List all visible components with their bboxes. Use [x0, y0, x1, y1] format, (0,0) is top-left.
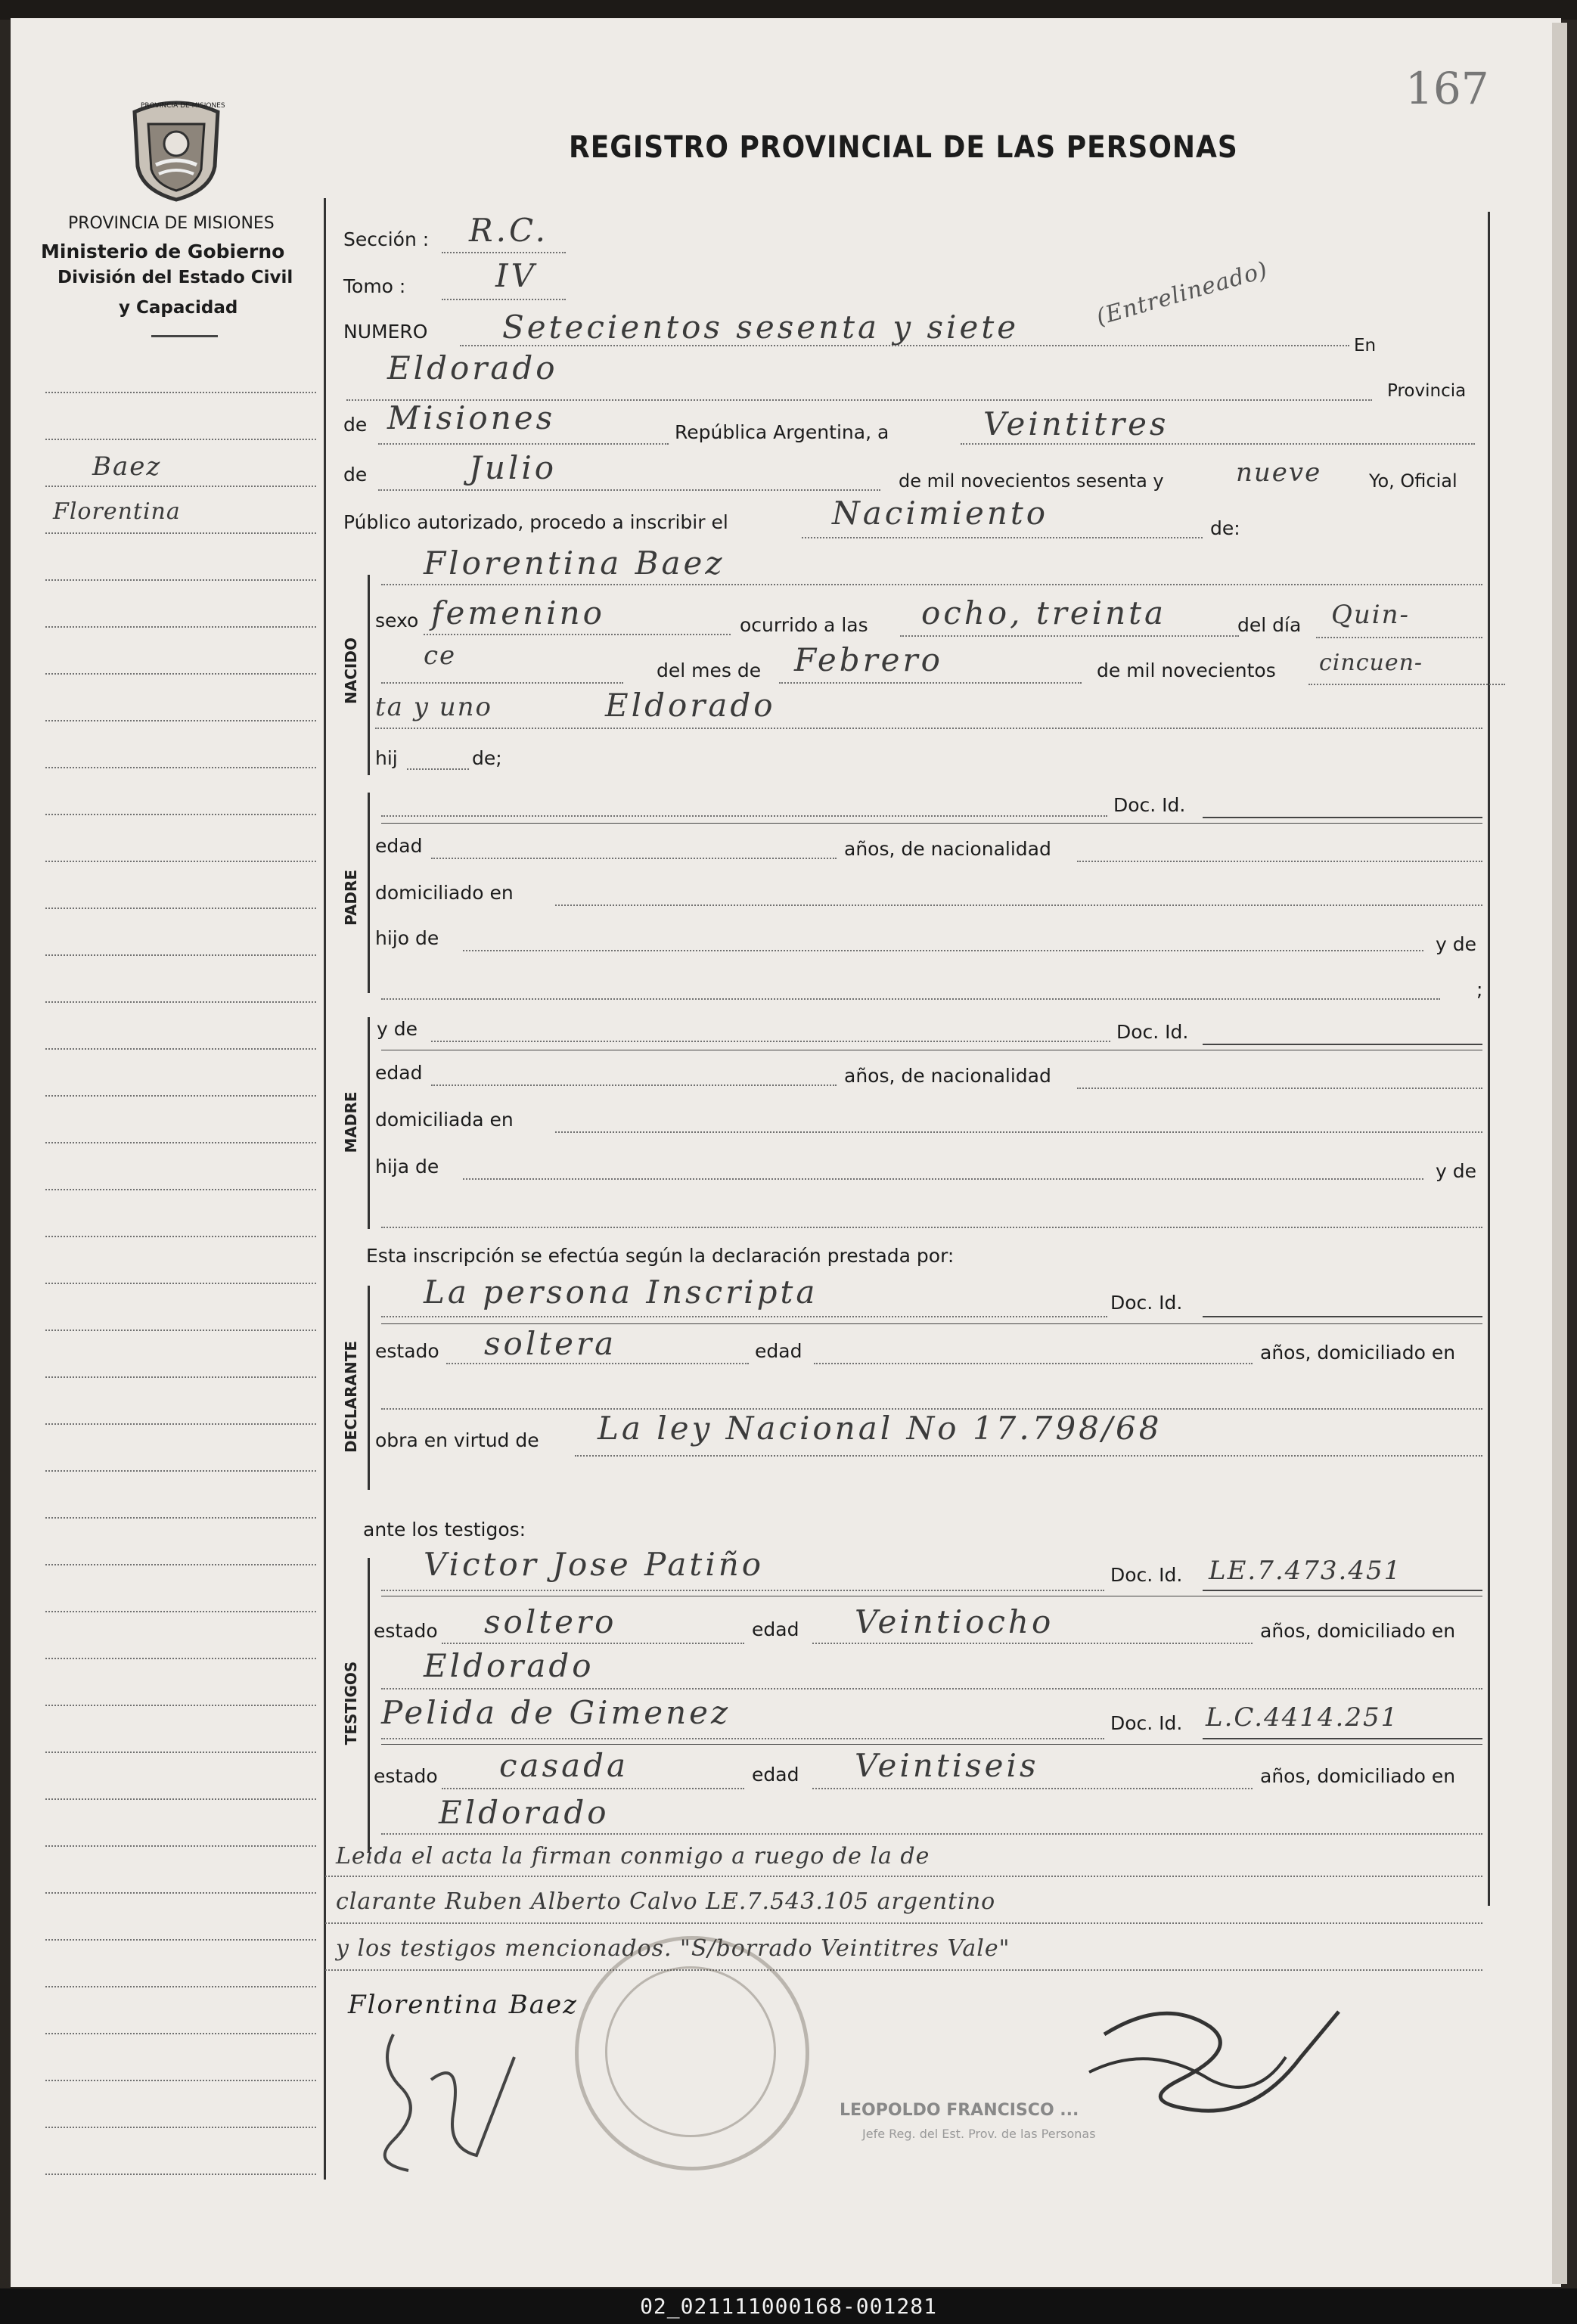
declarante-nombre-line	[381, 1316, 1107, 1317]
padre-nacionalidad-line	[1077, 861, 1482, 862]
madre-hija-line	[463, 1178, 1423, 1180]
madre-extra-line	[381, 1227, 1482, 1228]
padre-edad-label: edad	[375, 835, 423, 857]
mes-line	[378, 489, 880, 491]
section-label-nacido: NACIDO	[342, 638, 360, 704]
declarante-bracket	[368, 1286, 370, 1490]
cierre-line-2: clarante Ruben Alberto Calvo LE.7.543.105 argentino	[336, 1888, 996, 1915]
page-edge	[1552, 23, 1567, 2284]
cierre-line-2-rule	[325, 1922, 1482, 1924]
t1-doc-line	[1203, 1590, 1482, 1591]
margin-rule	[45, 1470, 316, 1472]
margin-rule	[45, 814, 316, 815]
padre-nacionalidad-label: años, de nacionalidad	[844, 838, 1051, 860]
declarante-nombre: La persona Inscripta	[424, 1274, 818, 1311]
madre-domicilio-line	[555, 1131, 1482, 1133]
t1-domicilio-value: Eldorado	[424, 1647, 594, 1684]
margin-rule	[45, 908, 316, 909]
yo-label: Yo, Oficial	[1369, 470, 1457, 492]
margin-divider	[324, 198, 326, 2180]
margin-rule	[45, 486, 316, 487]
anio-value: nueve	[1236, 458, 1322, 488]
nacido-dia-b-line	[381, 682, 623, 684]
t1-nombre: Victor Jose Patiño	[424, 1546, 765, 1583]
margin-rule	[45, 1048, 316, 1050]
sexo-label: sexo	[375, 610, 419, 631]
padre-y-de-label: y de	[1436, 933, 1476, 955]
padre-domicilio-label: domiciliado en	[375, 882, 514, 904]
margin-rule	[45, 1376, 316, 1378]
t1-estado-line	[442, 1643, 744, 1644]
margin-rule	[45, 1095, 316, 1097]
org-line-3: División del Estado Civil	[57, 268, 293, 287]
margin-rule	[45, 767, 316, 768]
t2-edad-value: Veintiseis	[855, 1747, 1039, 1784]
provincial-seal	[126, 97, 227, 203]
declarante-top-rule	[381, 1323, 1482, 1324]
page-number: 167	[1405, 63, 1489, 114]
madre-hija-label: hija de	[375, 1156, 439, 1178]
t1-estado-label: estado	[374, 1620, 438, 1642]
declarante-doc-label: Doc. Id.	[1110, 1292, 1183, 1314]
de3-label: de:	[1210, 517, 1240, 539]
nacido-dia-a: Quin-	[1331, 600, 1411, 630]
org-line-4: y Capacidad	[119, 298, 238, 318]
margin-rule	[45, 1423, 316, 1425]
nacido-anio-line	[1308, 684, 1505, 685]
declarante-estado-value: soltera	[484, 1325, 617, 1362]
org-line-2: Ministerio de Gobierno	[41, 240, 285, 262]
padre-edad-line	[431, 858, 837, 859]
seccion-label: Sección :	[343, 228, 430, 250]
declarante-obra-value: La ley Nacional No 17.798/68	[598, 1410, 1163, 1447]
margin-rule	[45, 1283, 316, 1284]
right-border	[1488, 212, 1490, 1906]
margin-rule	[45, 954, 316, 956]
madre-nacionalidad-label: años, de nacionalidad	[844, 1065, 1051, 1087]
margin-rule	[45, 1752, 316, 1753]
t1-edad-value: Veintiocho	[855, 1603, 1054, 1640]
t2-estado-label: estado	[374, 1765, 438, 1787]
cierre-line-3: y los testigos mencionados. "S/borrado Veintitres Vale"	[336, 1935, 1010, 1962]
padre-domicilio-line	[555, 904, 1482, 906]
declarante-doc-line	[1203, 1316, 1482, 1317]
t2-domicilio-value: Eldorado	[439, 1794, 610, 1831]
nacido-anio-b: ta y uno	[375, 692, 493, 722]
nacido-mes-line	[779, 682, 1082, 684]
official-round-stamp-inner	[605, 1966, 776, 2137]
firma-inscripta: Florentina Baez	[348, 1990, 579, 2020]
t2-doc-line	[1203, 1738, 1482, 1739]
margin-rule	[45, 1845, 316, 1847]
madre-domicilio-label: domiciliada en	[375, 1109, 514, 1131]
seccion-value: R.C.	[469, 212, 548, 249]
tomo-label: Tomo :	[343, 275, 406, 297]
padre-semicolon: ;	[1476, 979, 1483, 1001]
margin-note-name: Florentina	[53, 498, 181, 525]
madre-doc-label: Doc. Id.	[1116, 1021, 1189, 1043]
margin-rule	[45, 1142, 316, 1143]
seal-caption: PROVINCIA DE MISIONES	[141, 102, 225, 110]
t1-domicilio-line	[381, 1688, 1482, 1689]
ocurrido-label: ocurrido a las	[740, 614, 868, 636]
document-title: REGISTRO PROVINCIAL DE LAS PERSONAS	[569, 130, 1238, 165]
hora-line	[900, 635, 1239, 637]
republica-label: República Argentina, a	[675, 421, 889, 443]
del-dia-label: del día	[1237, 614, 1302, 636]
margin-rule	[45, 1001, 316, 1003]
en-label: En	[1354, 336, 1377, 355]
t2-estado-value: casada	[499, 1747, 629, 1784]
stamp-subtext: Jefe Reg. del Est. Prov. de las Personas	[862, 2127, 1096, 2141]
t1-edad-label: edad	[752, 1618, 799, 1640]
nacido-nombre: Florentina Baez	[424, 545, 725, 582]
t1-nombre-line	[381, 1590, 1104, 1591]
margin-rule	[45, 1611, 316, 1612]
dia-value: Veintitres	[983, 405, 1169, 442]
margin-rule	[45, 1564, 316, 1565]
margin-rule	[45, 1330, 316, 1331]
declarante-domicilio-label: años, domiciliado en	[1260, 1342, 1456, 1364]
madre-edad-label: edad	[375, 1062, 423, 1084]
declarante-obra-label: obra en virtud de	[375, 1429, 539, 1451]
margin-rule	[45, 626, 316, 628]
t2-edad-label: edad	[752, 1764, 799, 1786]
provincia-value: Misiones	[387, 399, 556, 436]
padre-nombre-line	[381, 815, 1107, 817]
t2-nombre-line	[381, 1738, 1104, 1739]
tomo-value: IV	[495, 257, 537, 294]
org-line-1: PROVINCIA DE MISIONES	[68, 214, 275, 233]
madre-bracket	[368, 1017, 370, 1229]
madre-edad-line	[431, 1084, 837, 1086]
padre-doc-line	[1203, 817, 1482, 818]
t2-doc-value: L.C.4414.251	[1206, 1702, 1399, 1733]
provincia-label: Provincia	[1387, 381, 1467, 401]
image-id: 02_021111000168-001281	[640, 2294, 937, 2319]
margin-rule	[45, 2080, 316, 2081]
declarante-edad-label: edad	[755, 1340, 802, 1362]
madre-y-de2-label: y de	[1436, 1160, 1476, 1182]
section-label-declarante: DECLARANTE	[342, 1340, 360, 1454]
nacido-bracket	[368, 575, 370, 775]
margin-rule	[45, 673, 316, 675]
mes-value: Julio	[469, 449, 557, 486]
margin-rule	[45, 2174, 316, 2175]
nacido-nombre-line	[381, 584, 1482, 585]
padre-top-rule	[381, 823, 1482, 824]
stamp-text: LEOPOLDO FRANCISCO ...	[840, 2101, 1079, 2120]
t2-nombre: Pelida de Gimenez	[381, 1694, 731, 1731]
madre-nacionalidad-line	[1077, 1088, 1482, 1089]
nacido-lugar: Eldorado	[605, 687, 776, 724]
margin-rule	[45, 1189, 316, 1190]
margin-rule	[45, 1236, 316, 1237]
t2-doc-label: Doc. Id.	[1110, 1712, 1183, 1734]
margin-note-surname: Baez	[92, 451, 162, 482]
t2-estado-line	[442, 1788, 744, 1789]
testigos-bracket	[368, 1558, 370, 1853]
margin-rule	[45, 1705, 316, 1706]
margin-rule	[45, 1798, 316, 1800]
margin-rule	[45, 439, 316, 440]
del-mes-label: del mes de	[657, 659, 762, 681]
declarante-intro: Esta inscripción se efectúa según la declaración prestada por:	[366, 1245, 955, 1267]
padre-bracket	[368, 793, 370, 993]
numero-correction: (Entrelineado)	[1093, 256, 1271, 331]
madre-y-de-label: y de	[377, 1018, 418, 1040]
hij-line	[407, 768, 469, 770]
nacido-mes: Febrero	[794, 641, 943, 678]
numero-value: Setecientos sesenta y siete	[502, 309, 1020, 346]
t2-edad-line	[812, 1788, 1253, 1789]
margin-rule	[45, 1892, 316, 1894]
publico-label: Público autorizado, procedo a inscribir el	[343, 511, 728, 533]
de2-label: de	[343, 464, 368, 486]
t1-edad-line	[812, 1643, 1253, 1644]
hora-value: ocho, treinta	[921, 594, 1167, 631]
padre-hijo-line	[463, 950, 1423, 951]
padre-hijo-label: hijo de	[375, 927, 439, 949]
org-underline	[151, 335, 218, 337]
margin-rule	[45, 532, 316, 534]
margin-rule	[45, 392, 316, 393]
section-label-testigos: TESTIGOS	[342, 1661, 360, 1745]
anio-label: de mil novecientos sesenta y	[899, 470, 1164, 492]
cierre-line-1: Leida el acta la firman conmigo a ruego de la de	[336, 1843, 930, 1869]
t2-top-rule	[381, 1744, 1482, 1745]
hij-label: hij	[375, 747, 398, 769]
madre-doc-line	[1203, 1044, 1482, 1045]
de-label: de	[343, 414, 368, 436]
tomo-line	[442, 299, 566, 300]
margin-rule	[45, 1517, 316, 1519]
section-label-madre: MADRE	[342, 1091, 360, 1153]
tipo-line	[802, 537, 1203, 538]
book-spine	[0, 0, 1577, 20]
margin-rule	[45, 861, 316, 862]
t2-domicilio-label: años, domiciliado en	[1260, 1765, 1456, 1787]
margin-rule	[45, 1658, 316, 1659]
t1-doc-label: Doc. Id.	[1110, 1564, 1183, 1586]
dia-line	[961, 443, 1475, 445]
t2-domicilio-line	[381, 1833, 1482, 1835]
nacido-anio-a: cincuen-	[1319, 650, 1423, 676]
provincia-line	[378, 443, 669, 445]
margin-rule	[45, 1986, 316, 1987]
margin-rule	[45, 2033, 316, 2034]
section-label-padre: PADRE	[342, 870, 360, 926]
margin-rule	[45, 2127, 316, 2128]
nacido-lugar-line	[375, 728, 1482, 729]
lugar-value: Eldorado	[387, 349, 558, 386]
madre-nombre-line	[431, 1041, 1110, 1042]
t1-domicilio-label: años, domiciliado en	[1260, 1620, 1456, 1642]
declarante-estado-label: estado	[375, 1340, 439, 1362]
t1-estado-value: soltero	[484, 1603, 617, 1640]
declarante-edad-line	[814, 1363, 1253, 1364]
margin-rule	[45, 1939, 316, 1941]
nacido-dia-b: ce	[424, 641, 457, 671]
padre-doc-label: Doc. Id.	[1113, 794, 1186, 816]
nacido-de-label: de;	[472, 747, 502, 769]
tipo-value: Nacimiento	[832, 495, 1049, 532]
cierre-line-1-rule	[325, 1876, 1482, 1877]
margin-rule	[45, 720, 316, 721]
nacido-dia-line	[1316, 637, 1482, 638]
padre-y-de-line	[381, 998, 1440, 1000]
declarante-obra-line	[575, 1455, 1482, 1457]
numero-line	[460, 345, 1349, 346]
margin-rule	[45, 579, 316, 581]
sexo-value: femenino	[431, 594, 605, 631]
sexo-line	[424, 634, 731, 635]
declarante-estado-line	[446, 1363, 749, 1364]
signature-scribbles	[348, 1966, 1407, 2193]
t1-doc-value: LE.7.473.451	[1209, 1556, 1402, 1586]
mil-label: de mil novecientos	[1097, 659, 1276, 681]
seccion-line	[442, 252, 566, 253]
numero-label: NUMERO	[343, 321, 428, 343]
testigos-intro: ante los testigos:	[363, 1519, 526, 1541]
